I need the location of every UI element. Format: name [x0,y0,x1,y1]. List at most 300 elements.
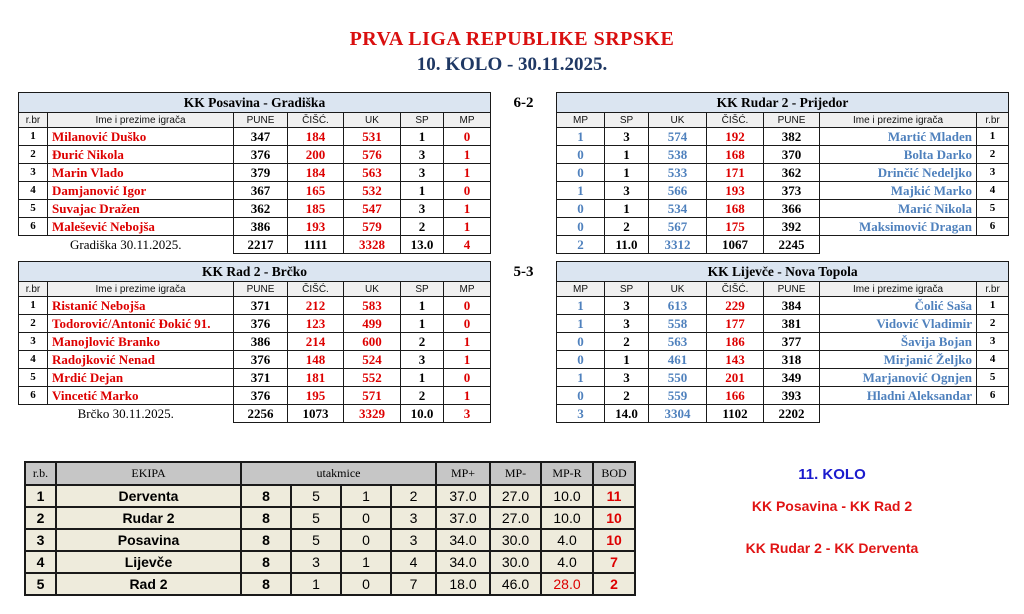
player-rank-cell: 4 [19,351,48,369]
pune-cell: 376 [234,351,288,369]
team-header-row [557,262,1009,282]
sp-cell: 1 [401,297,444,315]
mp-cell: 0 [557,164,605,182]
player-rank-cell: 5 [977,200,1009,218]
standings-row [25,485,635,507]
wins-cell: 3 [291,551,341,573]
mp-cell: 1 [444,164,491,182]
sp-cell: 1 [401,182,444,200]
player-name-cell: Hladni Aleksandar [820,387,977,405]
sp-cell: 2 [401,333,444,351]
player-row [19,218,491,236]
draws-cell: 1 [341,485,391,507]
column-header-row [19,282,491,297]
player-name-cell: Vidović Vladimir [820,315,977,333]
col-mp: MP [557,282,605,297]
player-rank-cell: 6 [19,218,48,236]
draws-cell: 0 [341,573,391,595]
sp-cell: 3 [605,369,649,387]
uk-total-cell: 3304 [649,405,707,423]
mp-r-cell: 4.0 [541,529,593,551]
pune-cell: 349 [764,369,820,387]
player-rank-cell: 3 [977,333,1009,351]
col-rbr: r.br [977,282,1009,297]
cisc-cell: 123 [288,315,344,333]
col-sp: SP [605,282,649,297]
home-team-name: KK Posavina - Gradiška [19,93,491,113]
mp-plus-cell: 34.0 [436,551,490,573]
player-row [19,351,491,369]
cisc-cell: 192 [707,128,764,146]
col-cisc: ČIŠĆ. [288,282,344,297]
mp-plus-cell: 37.0 [436,485,490,507]
games-cell: 8 [241,485,291,507]
pune-cell: 371 [234,369,288,387]
player-name-cell: Maksimović Dragan [820,218,977,236]
sp-cell: 3 [401,164,444,182]
home-team-name: KK Rad 2 - Brčko [19,262,491,282]
standings-row [25,507,635,529]
mp-plus-cell: 34.0 [436,529,490,551]
player-row [19,387,491,405]
team-header-row [19,262,491,282]
player-name-cell: Marić Nikola [820,200,977,218]
cisc-cell: 148 [288,351,344,369]
uk-cell: 547 [344,200,401,218]
player-row [19,297,491,315]
player-row [557,164,1009,182]
next-round-title: 11. KOLO [798,466,866,483]
col-mp: MP [444,282,491,297]
uk-cell: 566 [649,182,707,200]
player-name-cell: Malešević Nebojša [48,218,234,236]
col-pune: PUNE [234,282,288,297]
sp-cell: 2 [401,387,444,405]
pune-cell: 381 [764,315,820,333]
player-name-cell: Ristanić Nebojša [48,297,234,315]
col-rb: r.b. [25,462,56,485]
player-rank-cell: 5 [977,369,1009,387]
pune-cell: 392 [764,218,820,236]
player-name-cell: Suvajac Dražen [48,200,234,218]
points-cell: 10 [593,507,635,529]
player-row [557,351,1009,369]
sp-cell: 1 [401,128,444,146]
away-team-table-2 [556,261,1009,423]
sp-cell: 3 [401,351,444,369]
uk-cell: 567 [649,218,707,236]
player-row [19,315,491,333]
col-bod: BOD [593,462,635,485]
uk-cell: 576 [344,146,401,164]
player-name-cell: Todorović/Antonić Đokić 91. [48,315,234,333]
standings-row [25,529,635,551]
player-rank-cell: 1 [977,297,1009,315]
pune-cell: 362 [234,200,288,218]
uk-cell: 499 [344,315,401,333]
cisc-cell: 193 [707,182,764,200]
player-row [19,369,491,387]
player-rank-cell: 2 [19,146,48,164]
team-total-row [557,405,1009,423]
losses-cell: 2 [391,485,436,507]
uk-total-cell: 3328 [344,236,401,254]
player-rank-cell: 3 [19,164,48,182]
col-pune: PUNE [764,113,820,128]
player-rank-cell: 4 [977,182,1009,200]
mp-minus-cell: 27.0 [490,485,541,507]
player-rank-cell: 1 [19,128,48,146]
rank-cell: 3 [25,529,56,551]
col-sp: SP [605,113,649,128]
sp-total-cell: 10.0 [401,405,444,423]
cisc-cell: 181 [288,369,344,387]
fixture-1: KK Posavina - KK Rad 2 [751,498,913,514]
uk-cell: 571 [344,387,401,405]
player-rank-cell: 6 [977,218,1009,236]
cisc-cell: 186 [707,333,764,351]
pune-cell: 376 [234,315,288,333]
cisc-cell: 185 [288,200,344,218]
player-rank-cell: 4 [19,182,48,200]
pune-cell: 393 [764,387,820,405]
uk-cell: 579 [344,218,401,236]
mp-minus-cell: 27.0 [490,507,541,529]
player-name-cell: Mrdić Dejan [48,369,234,387]
team-total-row [19,405,491,423]
uk-cell: 461 [649,351,707,369]
col-name: Ime i prezime igrača [48,113,234,128]
cisc-cell: 184 [288,164,344,182]
sp-cell: 2 [401,218,444,236]
mp-cell: 1 [444,333,491,351]
mp-minus-cell: 30.0 [490,529,541,551]
team-name-cell: Rudar 2 [56,507,241,529]
player-rank-cell: 1 [977,128,1009,146]
mp-cell: 0 [444,128,491,146]
sp-total-cell: 13.0 [401,236,444,254]
page-header [0,28,1024,76]
player-name-cell: Čolić Saša [820,297,977,315]
player-row [557,315,1009,333]
mp-plus-cell: 37.0 [436,507,490,529]
team-total-row [19,236,491,254]
pune-cell: 362 [764,164,820,182]
points-cell: 2 [593,573,635,595]
player-rank-cell: 6 [977,387,1009,405]
cisc-total-cell: 1067 [707,236,764,254]
player-rank-cell: 2 [977,146,1009,164]
player-name-cell: Vincetić Marko [48,387,234,405]
points-cell: 7 [593,551,635,573]
sp-cell: 2 [605,218,649,236]
col-sp: SP [401,113,444,128]
away-team-table-1 [556,92,1009,254]
player-name-cell: Martić Mladen [820,128,977,146]
team-header-row [19,93,491,113]
pune-cell: 384 [764,297,820,315]
sp-total-cell: 11.0 [605,236,649,254]
pune-cell: 373 [764,182,820,200]
player-rank-cell: 5 [19,369,48,387]
col-ekipa: EKIPA [56,462,241,485]
sp-cell: 3 [605,182,649,200]
cisc-cell: 168 [707,146,764,164]
mp-cell: 1 [444,200,491,218]
pune-cell: 370 [764,146,820,164]
mp-total-cell: 4 [444,236,491,254]
sp-total-cell: 14.0 [605,405,649,423]
mp-plus-cell: 18.0 [436,573,490,595]
next-round-panel [640,466,1024,556]
uk-cell: 563 [649,333,707,351]
col-cisc: ČIŠĆ. [707,113,764,128]
col-name: Ime i prezime igrača [820,113,977,128]
pune-cell: 318 [764,351,820,369]
mp-cell: 1 [444,387,491,405]
cisc-cell: 200 [288,146,344,164]
points-cell: 11 [593,485,635,507]
col-uk: UK [649,113,707,128]
venue-date-label: Gradiška 30.11.2025. [19,236,234,254]
wins-cell: 1 [291,573,341,595]
sp-cell: 3 [605,297,649,315]
sp-cell: 1 [605,200,649,218]
team-total-row [557,236,1009,254]
uk-cell: 583 [344,297,401,315]
away-team-name: KK Lijevče - Nova Topola [557,262,1009,282]
mp-cell: 0 [557,351,605,369]
column-header-row [557,282,1009,297]
uk-cell: 613 [649,297,707,315]
col-mp: MP [557,113,605,128]
uk-total-cell: 3329 [344,405,401,423]
cisc-cell: 143 [707,351,764,369]
player-name-cell: Milanović Duško [48,128,234,146]
pune-total-cell: 2217 [234,236,288,254]
player-row [557,297,1009,315]
league-title: PRVA LIGA REPUBLIKE SRPSKE [349,28,675,50]
player-name-cell: Šavija Bojan [820,333,977,351]
col-uk: UK [344,282,401,297]
standings-table [24,461,636,596]
player-name-cell: Damjanović Igor [48,182,234,200]
player-rank-cell: 3 [19,333,48,351]
sp-cell: 1 [605,146,649,164]
uk-cell: 538 [649,146,707,164]
standings-row [25,573,635,595]
standings-row [25,551,635,573]
pune-cell: 367 [234,182,288,200]
sp-cell: 3 [605,315,649,333]
mp-cell: 1 [444,146,491,164]
player-row [19,146,491,164]
sp-cell: 3 [605,128,649,146]
column-header-row [19,113,491,128]
cisc-total-cell: 1073 [288,405,344,423]
cisc-cell: 175 [707,218,764,236]
col-uk: UK [649,282,707,297]
player-name-cell: Drinčić Nedeljko [820,164,977,182]
uk-cell: 600 [344,333,401,351]
mp-cell: 1 [444,351,491,369]
player-name-cell: Đurić Nikola [48,146,234,164]
col-mp-minus: MP- [490,462,541,485]
uk-cell: 534 [649,200,707,218]
col-name: Ime i prezime igrača [820,282,977,297]
pune-cell: 386 [234,218,288,236]
uk-cell: 559 [649,387,707,405]
pune-cell: 347 [234,128,288,146]
player-rank-cell: 6 [19,387,48,405]
rank-cell: 1 [25,485,56,507]
uk-cell: 533 [649,164,707,182]
draws-cell: 0 [341,507,391,529]
cisc-cell: 212 [288,297,344,315]
empty-cell [820,236,1009,254]
mp-cell: 0 [444,182,491,200]
player-row [557,218,1009,236]
uk-cell: 563 [344,164,401,182]
sp-cell: 2 [605,333,649,351]
mp-r-cell: 4.0 [541,551,593,573]
sp-cell: 1 [605,351,649,369]
mp-cell: 1 [444,218,491,236]
losses-cell: 3 [391,507,436,529]
player-name-cell: Manojlović Branko [48,333,234,351]
col-mp-r: MP-R [541,462,593,485]
player-row [557,182,1009,200]
col-sp: SP [401,282,444,297]
mp-r-cell: 28.0 [541,573,593,595]
rank-cell: 2 [25,507,56,529]
mp-total-cell: 2 [557,236,605,254]
away-team-name: KK Rudar 2 - Prijedor [557,93,1009,113]
col-uk: UK [344,113,401,128]
match-score: 5-3 [513,264,534,280]
cisc-total-cell: 1111 [288,236,344,254]
pune-cell: 371 [234,297,288,315]
player-row [19,128,491,146]
mp-cell: 0 [557,218,605,236]
col-mp-plus: MP+ [436,462,490,485]
player-row [19,182,491,200]
player-rank-cell: 3 [977,164,1009,182]
col-rbr: r.br [977,113,1009,128]
pune-cell: 366 [764,200,820,218]
player-row [557,146,1009,164]
column-header-row [557,113,1009,128]
games-cell: 8 [241,551,291,573]
sp-cell: 1 [605,164,649,182]
games-cell: 8 [241,573,291,595]
mp-cell: 0 [557,333,605,351]
cisc-cell: 195 [288,387,344,405]
player-name-cell: Radojković Nenad [48,351,234,369]
player-row [557,200,1009,218]
team-header-row [557,93,1009,113]
cisc-cell: 171 [707,164,764,182]
sp-cell: 3 [401,200,444,218]
venue-date-label: Brčko 30.11.2025. [19,405,234,423]
cisc-cell: 177 [707,315,764,333]
cisc-cell: 166 [707,387,764,405]
rank-cell: 4 [25,551,56,573]
uk-cell: 552 [344,369,401,387]
cisc-cell: 201 [707,369,764,387]
pune-cell: 376 [234,387,288,405]
home-team-table-1 [18,92,491,254]
empty-cell [820,405,1009,423]
round-date-subtitle: 10. KOLO - 30.11.2025. [416,54,608,75]
match-score: 6-2 [513,95,534,111]
losses-cell: 4 [391,551,436,573]
pune-cell: 386 [234,333,288,351]
uk-cell: 531 [344,128,401,146]
points-cell: 10 [593,529,635,551]
player-row [19,164,491,182]
col-rbr: r.br [19,282,48,297]
cisc-total-cell: 1102 [707,405,764,423]
cisc-cell: 165 [288,182,344,200]
player-rank-cell: 2 [19,315,48,333]
sp-cell: 1 [401,369,444,387]
pune-cell: 376 [234,146,288,164]
uk-cell: 550 [649,369,707,387]
player-row [19,333,491,351]
mp-cell: 0 [557,146,605,164]
player-row [557,387,1009,405]
col-cisc: ČIŠĆ. [288,113,344,128]
mp-minus-cell: 46.0 [490,573,541,595]
sp-cell: 3 [401,146,444,164]
col-cisc: ČIŠĆ. [707,282,764,297]
cisc-cell: 184 [288,128,344,146]
team-name-cell: Posavina [56,529,241,551]
mp-cell: 1 [557,369,605,387]
player-name-cell: Bolta Darko [820,146,977,164]
player-name-cell: Marjanović Ognjen [820,369,977,387]
col-pune: PUNE [764,282,820,297]
standings-header-row [25,462,635,485]
draws-cell: 1 [341,551,391,573]
cisc-cell: 214 [288,333,344,351]
match-block-2 [18,261,1009,423]
col-name: Ime i prezime igrača [48,282,234,297]
uk-cell: 574 [649,128,707,146]
team-name-cell: Lijevče [56,551,241,573]
mp-cell: 0 [444,369,491,387]
mp-cell: 1 [557,297,605,315]
mp-cell: 1 [557,315,605,333]
mp-cell: 0 [557,200,605,218]
match-block-1 [18,92,1009,254]
mp-r-cell: 10.0 [541,485,593,507]
wins-cell: 5 [291,529,341,551]
player-row [557,369,1009,387]
player-row [557,333,1009,351]
mp-total-cell: 3 [557,405,605,423]
draws-cell: 0 [341,529,391,551]
pune-total-cell: 2245 [764,236,820,254]
mp-cell: 1 [557,128,605,146]
cisc-cell: 193 [288,218,344,236]
mp-minus-cell: 30.0 [490,551,541,573]
home-team-table-2 [18,261,491,423]
uk-cell: 524 [344,351,401,369]
sp-cell: 2 [605,387,649,405]
col-utakmice: utakmice [241,462,436,485]
